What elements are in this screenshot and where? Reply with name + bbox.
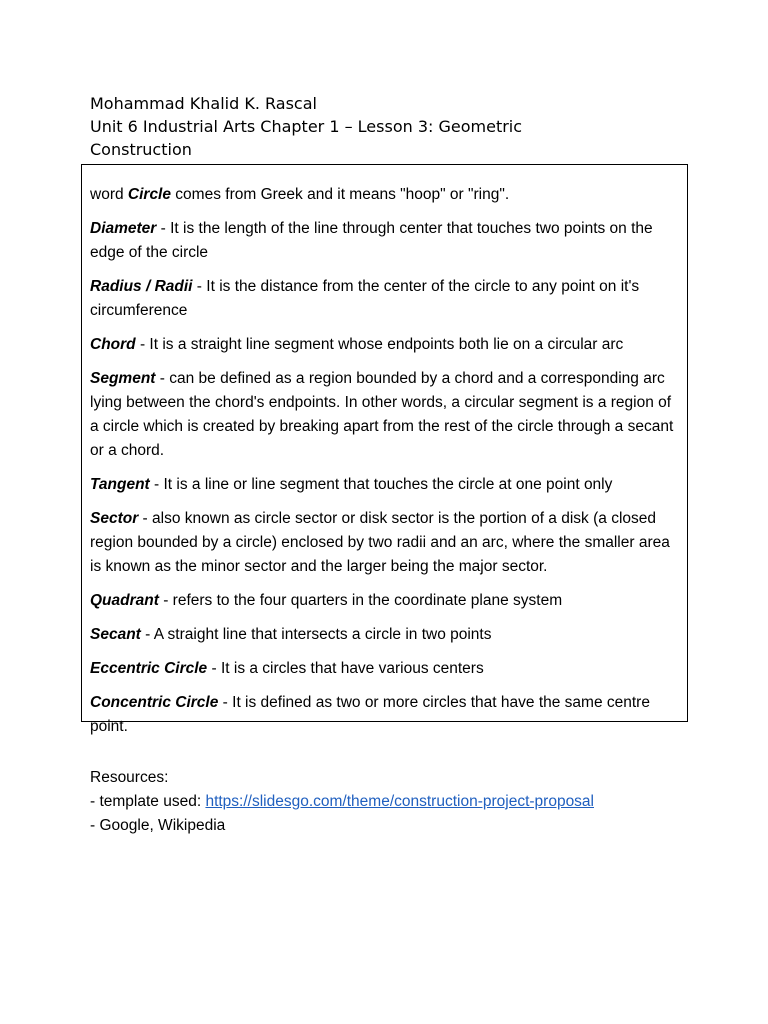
definition-segment [90,367,680,463]
resource-other: - Google, Wikipedia [90,817,226,834]
term: Segment [90,370,156,387]
definition-chord [90,333,680,357]
definition-sector [90,507,680,579]
definitions-list [90,183,680,749]
term: Radius / Radii [90,278,193,295]
term: Diameter [90,220,157,237]
definition-text: - It is defined as two or more circles that have the same centre point. [90,694,650,735]
term: Secant [90,626,141,643]
resources-heading: Resources: [90,769,169,786]
term: Concentric Circle [90,694,219,711]
definition-eccentric-circle [90,657,680,681]
term: Quadrant [90,592,159,609]
term-circle: Circle [127,186,171,203]
author-name: Mohammad Khalid K. Rascal [90,94,317,113]
definition-secant [90,623,680,647]
definition-text: - A straight line that intersects a circle in two points [140,626,492,643]
definition-text: - It is the length of the line through center that touches two points on the edge of the circle [90,220,653,261]
definition-diameter [90,217,680,265]
term: Tangent [90,476,150,493]
definition-text: - It is the distance from the center of the circle to any point on it's circumference [90,278,640,319]
definition-text: - It is a line or line segment that touches the circle at one point only [149,476,613,493]
definition-text: - It is a straight line segment whose endpoints both lie on a circular arc [135,336,624,353]
resource-template: - template used: https://slidesgo.com/theme/construction-project-proposal [90,793,594,810]
definition-text: - refers to the four quarters in the coordinate plane system [158,592,563,609]
term: Sector [90,510,139,527]
definition-quadrant [90,589,680,613]
resources-section [90,766,730,838]
intro-paragraph: word Circle comes from Greek and it means "hoop" or "ring". [90,186,510,203]
lesson-title-line-2: Construction [90,140,192,159]
definition-text: - can be defined as a region bounded by a chord and a corresponding arc lying between the chord's endpoints. In other words, a circular segment is a region of a circle which is created by breaking apart from the rest of the circle through a secant or a chord. [90,370,674,459]
lesson-title-line-1: Unit 6 Industrial Arts Chapter 1 – Lesson 3: Geometric [90,117,523,136]
term: Chord [90,336,136,353]
definition-text: - also known as circle sector or disk sector is the portion of a disk (a closed region bounded by a circle) enclosed by two radii and an arc, where the smaller area is known as the minor sector and the larger being the major sector. [90,510,670,575]
template-link[interactable]: https://slidesgo.com/theme/construction-project-proposal [205,793,594,810]
term: Eccentric Circle [90,660,208,677]
document-header [90,92,690,161]
definition-radius [90,275,680,323]
definition-text: - It is a circles that have various centers [207,660,484,677]
definition-concentric-circle [90,691,680,739]
definition-tangent [90,473,680,497]
